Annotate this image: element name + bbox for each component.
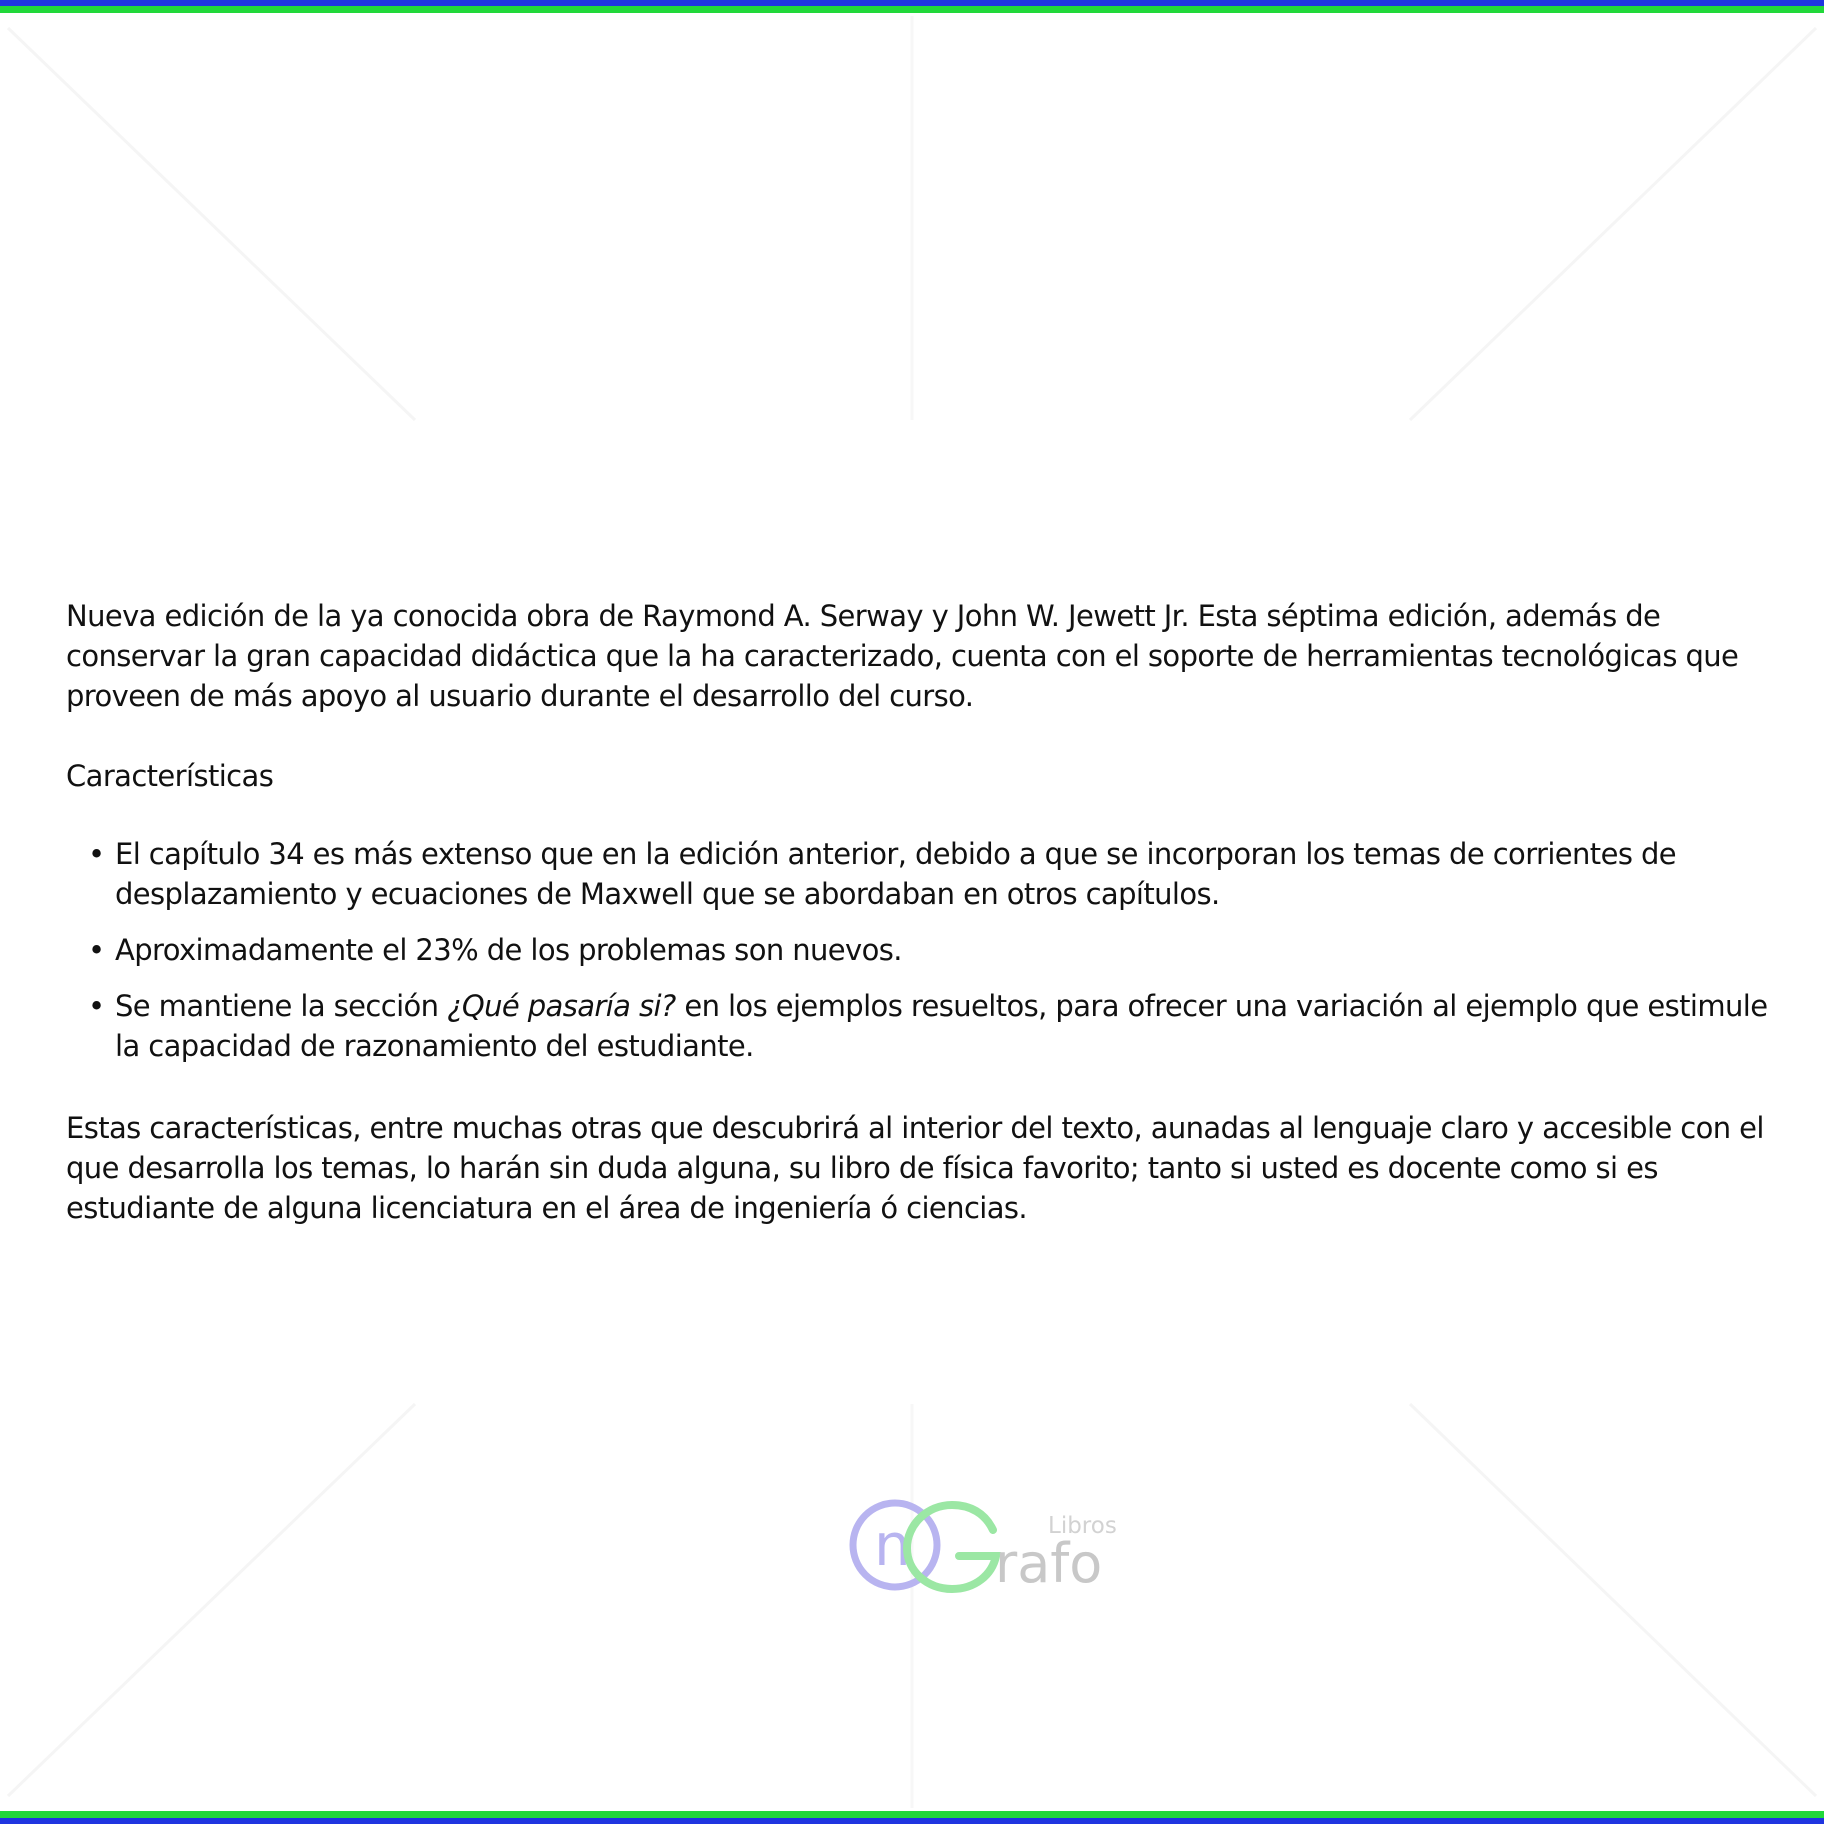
watermark-word-libros: Libros [1048, 1513, 1117, 1539]
watermark-word-rafo: rafo [995, 1532, 1103, 1593]
feature-text: Aproximadamente el 23% de los problemas son nuevos. [115, 933, 902, 967]
top-border [0, 0, 1824, 13]
bottom-green-stripe [0, 1811, 1824, 1818]
feature-text-after: en los ejemplos resueltos, para ofrecer una variación al ejemplo que estimule la capacidad de razonamiento del estudiante. [115, 989, 1768, 1063]
features-list [66, 834, 1766, 1066]
feature-text-before: Se mantiene la sección [115, 989, 448, 1023]
feature-item [66, 986, 1787, 1066]
feature-text: El capítulo 34 es más extenso que en la edición anterior, debido a que se incorporan los temas de corrientes de desplazamiento y ecuaciones de Maxwell que se abordaban en otros capítulos. [115, 837, 1676, 911]
watermark-green-g [907, 1505, 996, 1589]
feature-item [66, 834, 1787, 914]
feature-item [66, 930, 1787, 970]
bottom-border [0, 1811, 1824, 1824]
watermark-letter-n: n [874, 1511, 911, 1579]
libros-ongrafo-watermark [848, 1498, 1128, 1593]
features-heading: Características [66, 759, 274, 793]
feature-emphasis: ¿Qué pasaría si? [447, 989, 676, 1023]
closing-paragraph: Estas características, entre muchas otras que descubrirá al interior del texto, aunadas al lenguaje claro y accesible con el que desarrolla los temas, lo harán sin duda alguna, su libro de física favorito; tanto si usted es docente como si es estudiante de alguna licenciatura en el área de ingeniería ó ciencias. [66, 1111, 1764, 1225]
back-cover-text [66, 596, 1766, 1228]
intro-paragraph: Nueva edición de la ya conocida obra de Raymond A. Serway y John W. Jewett Jr. Esta séptima edición, además de conservar la gran capacidad didáctica que la ha caracterizado, cuenta con el soporte de herramientas tecnológicas que proveen de más apoyo al usuario durante el desarrollo del curso. [66, 599, 1739, 713]
bottom-blue-stripe [0, 1818, 1824, 1824]
top-green-stripe [0, 6, 1824, 13]
